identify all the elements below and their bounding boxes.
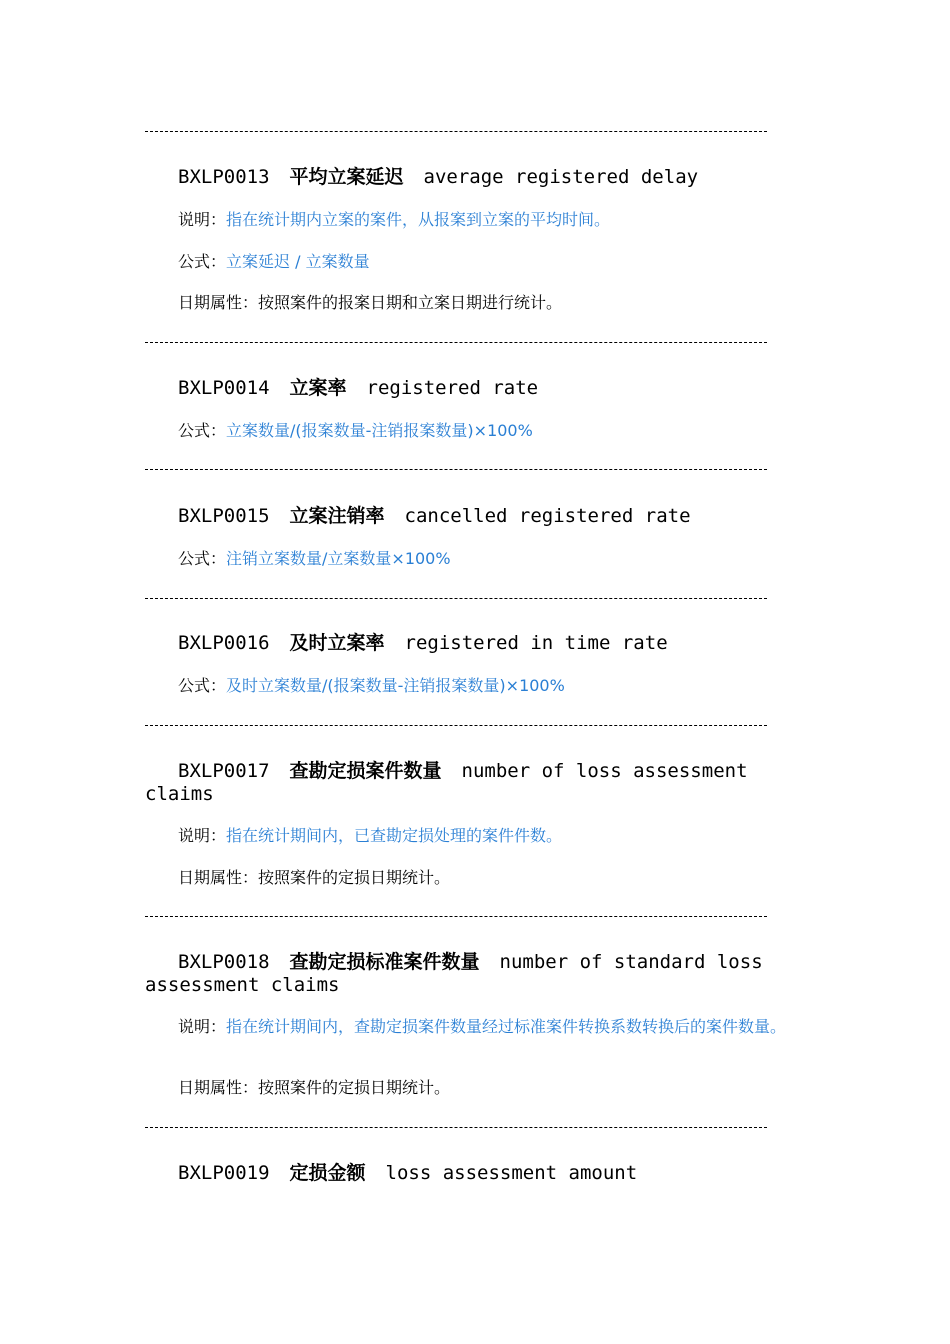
entry-title-en: cancelled registered rate: [404, 505, 691, 527]
entry-title-en: average registered delay: [423, 166, 699, 188]
divider: [145, 598, 767, 599]
entry-heading: [145, 951, 805, 997]
entry-heading: [145, 1162, 805, 1185]
entry-code: BXLP0018: [178, 951, 270, 973]
entry-formula: 公式：立案延迟 / 立案数量: [178, 252, 370, 271]
divider: [145, 342, 767, 343]
divider: [145, 916, 767, 917]
entry-date-attribute: 日期属性：按照案件的定损日期统计。: [178, 1078, 451, 1097]
entry-heading: [145, 505, 805, 528]
entry-title-cn: 定损金额: [289, 1162, 366, 1184]
entry-code: BXLP0019: [178, 1162, 270, 1184]
divider: [145, 1127, 767, 1128]
entry-date-attribute: 日期属性：按照案件的定损日期统计。: [178, 868, 451, 887]
entry-title-en: registered rate: [366, 377, 539, 399]
entry-description: 说明：指在统计期间内，查勘定损案件数量经过标准案件转换系数转换后的案件数量。: [178, 1017, 787, 1036]
entry-description: 说明：指在统计期间内，已查勘定损处理的案件件数。: [178, 826, 563, 845]
entry-date-attribute: 日期属性：按照案件的报案日期和立案日期进行统计。: [178, 293, 563, 312]
entry-heading: [145, 760, 805, 806]
entry-title-cn: 查勘定损标准案件数量: [289, 951, 480, 973]
entry-title-cn: 及时立案率: [289, 632, 385, 654]
entry-title-en: loss assessment amount: [385, 1162, 638, 1184]
entry-title-en: number of standard loss assessment claims: [145, 951, 775, 996]
entry-heading: [145, 166, 805, 189]
entry-formula: 公式：注销立案数量/立案数量×100%: [178, 549, 451, 568]
divider: [145, 725, 767, 726]
entry-code: BXLP0017: [178, 760, 270, 782]
entry-title-cn: 立案率: [289, 377, 347, 399]
entry-title-cn: 立案注销率: [289, 505, 385, 527]
entry-code: BXLP0016: [178, 632, 270, 654]
entry-code: BXLP0014: [178, 377, 270, 399]
entry-heading: [145, 632, 805, 655]
divider: [145, 469, 767, 470]
entry-title-en: registered in time rate: [404, 632, 668, 654]
entry-code: BXLP0013: [178, 166, 270, 188]
entry-formula: 公式：及时立案数量/(报案数量-注销报案数量)×100%: [178, 676, 565, 695]
entry-code: BXLP0015: [178, 505, 270, 527]
entry-description: 说明：指在统计期内立案的案件，从报案到立案的平均时间。: [178, 210, 611, 229]
entry-title-cn: 平均立案延迟: [289, 166, 404, 188]
entry-heading: [145, 377, 805, 400]
entry-title-en: number of loss assessment claims: [145, 760, 759, 805]
entry-title-cn: 查勘定损案件数量: [289, 760, 442, 782]
entry-formula: 公式：立案数量/(报案数量-注销报案数量)×100%: [178, 421, 533, 440]
divider: [145, 131, 767, 132]
